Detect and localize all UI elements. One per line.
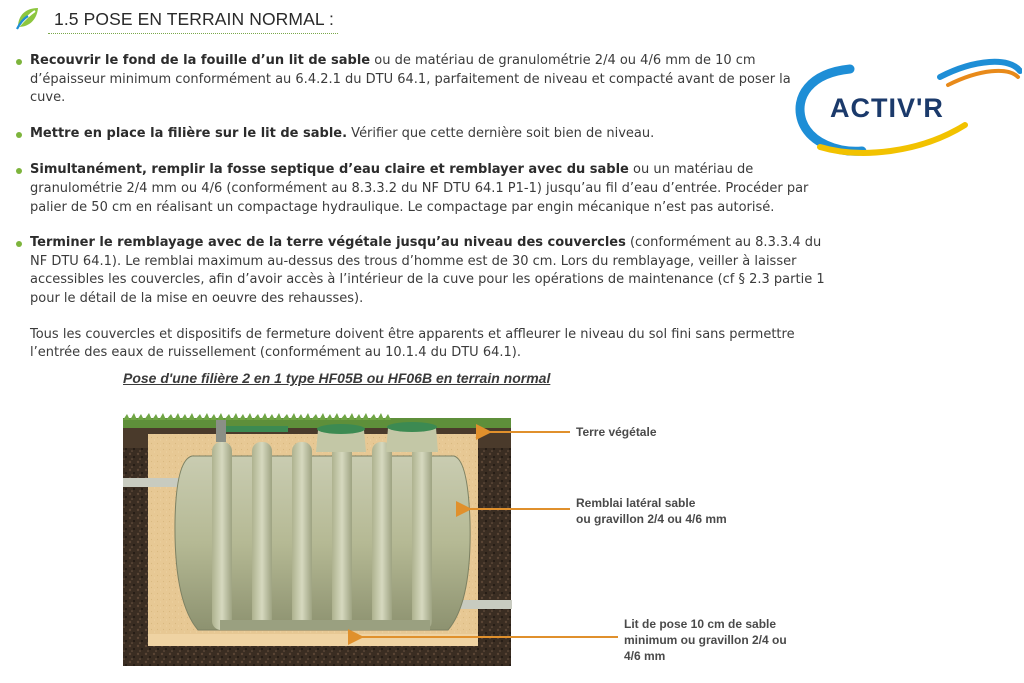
paragraph-text: ou un matériau de granulométrie 2/4 mm ou 4/6 (conformément au 8.3.3.2 du NF DTU 64.1 P1-1) jusqu’au fil d’eau d’entrée. Procéder par palier de 50 cm en réalisant un compactage hydraulique. Le compactage par engin mécanique n’est pas autorisé. [30,162,809,215]
instruction-paragraph-2 [16,125,828,144]
inlet-pipe [123,478,183,487]
section-title: 1.5 POSE EN TERRAIN NORMAL : [54,9,334,29]
section-header [14,5,334,33]
manhole-cover-1 [317,424,365,434]
vent-pipe [216,420,226,442]
bullet-dot [16,59,22,65]
paragraph-bold-text: Terminer le remblayage avec de la terre végétale jusqu’au niveau des couvercles [30,235,626,251]
paragraph-bold-text: Mettre en place la filière sur le lit de sable. [30,125,348,141]
label-remblai-lateral [576,495,727,527]
paragraph-bold-text: Recouvrir le fond de la fouille d’un lit de sable [30,53,371,68]
instruction-paragraph-3 [16,161,828,217]
leaf-logo-icon [14,5,40,31]
paragraph-text: (conformément au 8.3.3.4 du NF DTU 64.1). Le remblai maximum au-dessus des trous d’homme est de 30 cm. Lors du remblayage, veiller à laisser accessibles les couvercles, afin d’avoir accès à l’intérieur de la cuve pour les opérations de maintenance (cf § 2.3 partie 1 pour le détail de la mise en oeuvre des rehausses). [30,235,825,306]
label-text: Lit de pose 10 cm de sable minimum ou gravillon 2/4 ou 4/6 mm [624,617,787,663]
bullet-dot [16,132,22,138]
instruction-paragraph-4 [16,234,828,308]
label-terre-vegetale [576,424,657,440]
paragraph-text: Tous les couvercles et dispositifs de fermeture doivent être apparents et affleurer le niveau du sol fini sans permettre l’entrée des eaux de ruissellement (conformément au 10.1.4 du DTU 64.1). [30,326,795,361]
instruction-paragraph-1 [16,52,828,108]
label-text: Terre végétale [576,425,657,439]
title-underline [48,33,338,34]
septic-tank-installation-diagram [120,412,512,666]
instruction-paragraph-5 [16,326,828,363]
label-text: Remblai latéral sable ou gravillon 2/4 ou 4/6 mm [576,496,727,526]
instructions-list [16,52,828,363]
paragraph-text: ou de matériau de granulométrie 2/4 ou 4/6 mm de 10 cm d’épaisseur minimum conformément au 6.4.2.1 du DTU 64.1, parfaitement de niveau et compacté avant de poser la cuve. [30,53,791,106]
brand-name: ACTIV'R [830,93,944,123]
sand-bedding [148,634,478,646]
label-lit-de-pose [624,616,787,664]
access-lid-1 [226,426,288,432]
paragraph-bold-text: Simultanément, remplir la fosse septique d’eau claire et remblayer avec du sable [30,162,629,178]
manhole-cover-2 [387,422,437,432]
figure-caption: Pose d'une filière 2 en 1 type HF05B ou HF06B en terrain normal [123,370,551,386]
paragraph-text: Vérifier que cette dernière soit bien de niveau. [347,125,655,141]
